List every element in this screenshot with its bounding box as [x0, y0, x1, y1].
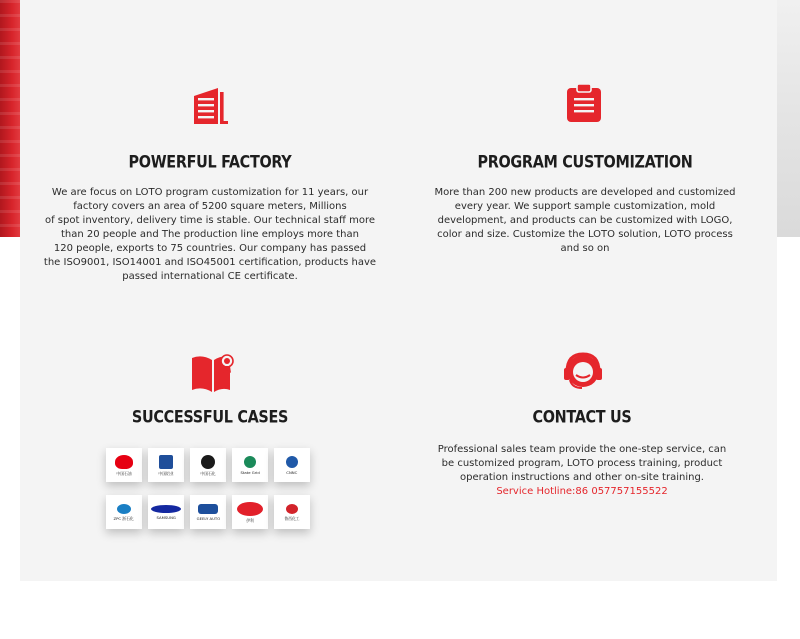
- contact-description: Professional sales team provide the one-step service, can be customized program, LOTO process training, product operation instructions and other on-site training. Service Hotline:86 057757155522: [412, 443, 752, 499]
- feature-customization: [415, 80, 755, 280]
- feature-contact: [412, 350, 752, 510]
- client-logo: GEELY AUTO: [190, 495, 226, 529]
- headset-icon: [562, 350, 604, 398]
- client-logo: 中国石油: [106, 448, 142, 482]
- client-logo: 中国铝业: [148, 448, 184, 482]
- background-red-strip: [0, 0, 20, 237]
- client-logo: State Grid: [232, 448, 268, 482]
- factory-description: We are focus on LOTO program customization for 11 years, our factory covers an area of 5200 square meters, Millions of spot inventory, delivery time is stable. Our technical staff more than 20 people and The production line employs more than 120 people, exports to 75 countries. Our company has passed the ISO9001, ISO14001 and ISO45001 certification, products have passed international CE certificate.: [43, 187, 377, 282]
- building-icon: [190, 86, 230, 130]
- client-logo: ZPC 浙石化: [106, 495, 142, 529]
- cases-title: SUCCESSFUL CASES: [131, 406, 289, 427]
- customization-description: More than 200 new products are developed and customized every year. We support sample customization, mold development, and products can be customized with LOGO, color and size. Customize the LOTO solution, LOTO process and so on: [434, 187, 736, 254]
- client-logo-grid: [106, 448, 316, 538]
- contact-title: CONTACT US: [532, 406, 632, 427]
- background-grey-strip: [777, 0, 800, 237]
- client-logo: 鲁西化工: [274, 495, 310, 529]
- client-logo: 中国石化: [190, 448, 226, 482]
- client-logo: CNNC: [274, 448, 310, 482]
- features-panel: [20, 0, 777, 581]
- feature-factory: [40, 80, 380, 290]
- clipboard-icon: [565, 83, 603, 127]
- customization-title: PROGRAM CUSTOMIZATION: [477, 151, 693, 172]
- factory-title: POWERFUL FACTORY: [128, 151, 292, 172]
- service-hotline[interactable]: Service Hotline:86 057757155522: [496, 486, 668, 497]
- feature-cases: [40, 350, 380, 540]
- client-logo: SAMSUNG: [148, 495, 184, 529]
- book-award-icon: [190, 352, 236, 396]
- client-logo: 伊利: [232, 495, 268, 529]
